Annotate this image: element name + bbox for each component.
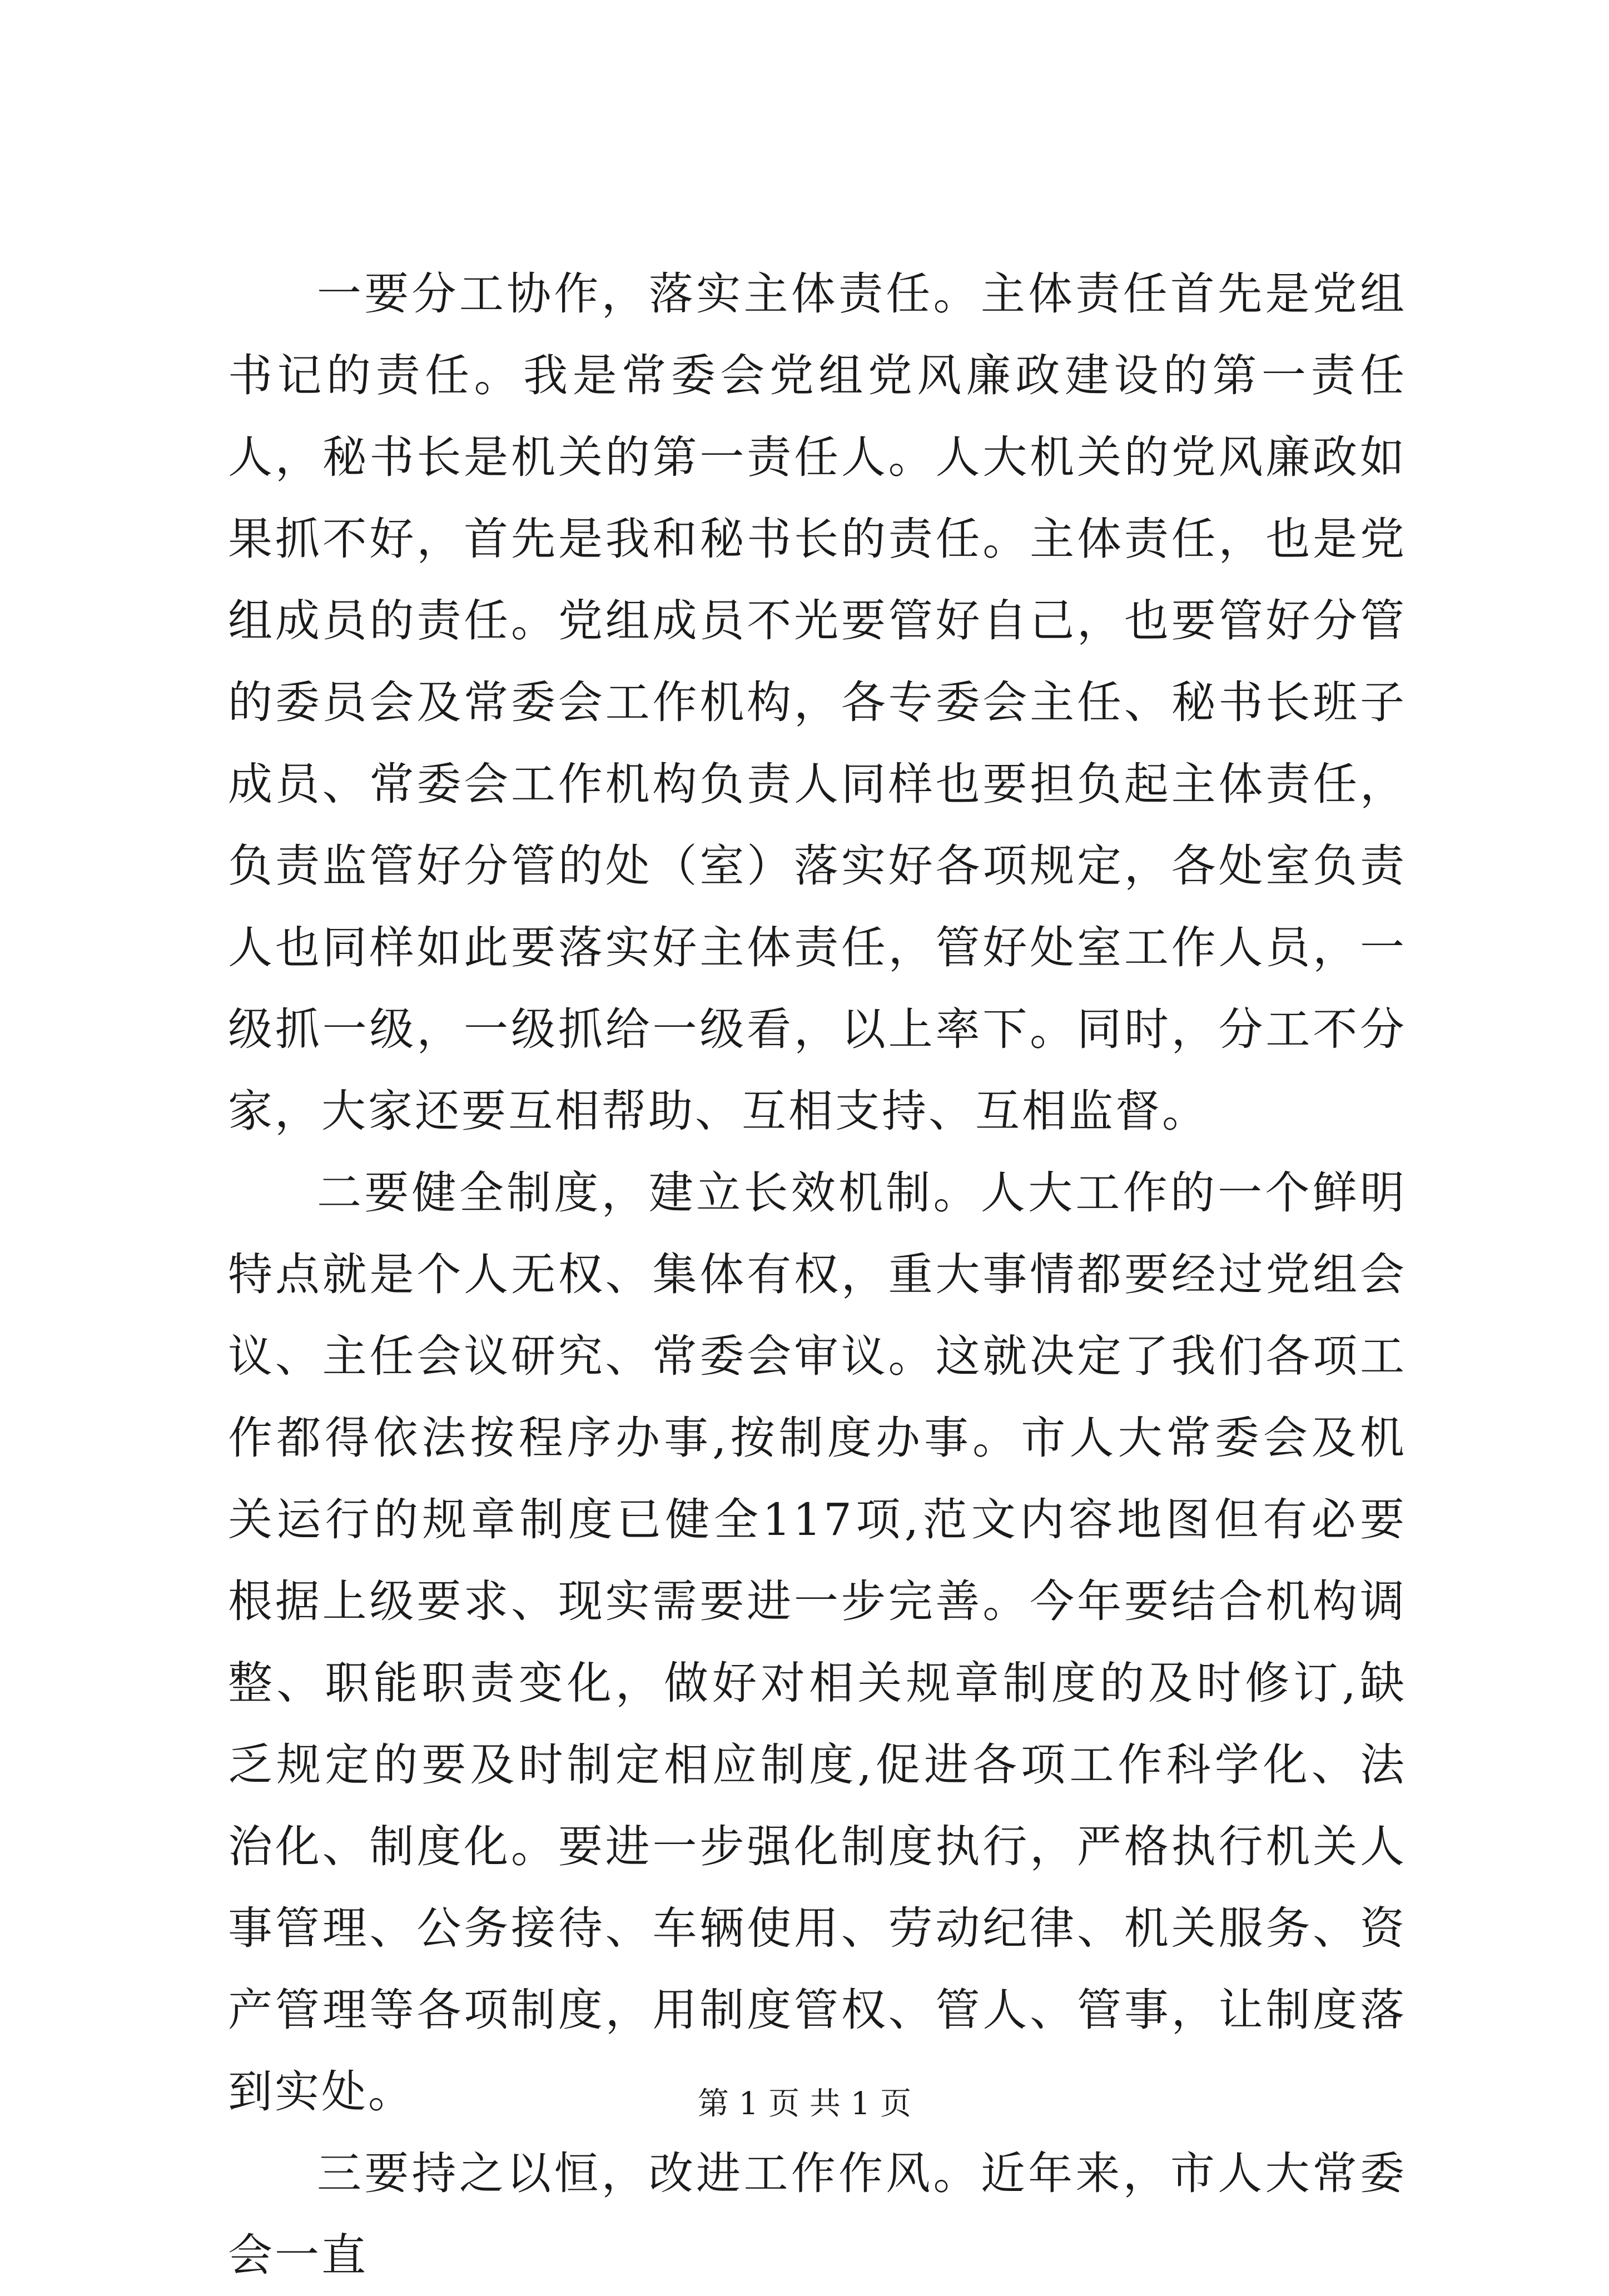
paragraph-institution: 二要健全制度，建立长效机制。人大工作的一个鲜明特点就是个人无权、集体有权，重大事情都要经过党组会议、主任会议研究、常委会审议。这就决定了我们各项工作都得依法按程序办事,按制度办事。市人大常委会及机关运行的规章制度已健全117项,范文内容地图但有必要根据上级要求、现实需要进一步完善。今年要结合机构调整、职能职责变化，做好对相关规章制度的及时修订,缺乏规定的要及时制定相应制度,促进各项工作科学化、法治化、制度化。要进一步强化制度执行，严格执行机关人事管理、公务接待、车辆使用、劳动纪律、机关服务、资产管理等各项制度，用制度管权、管人、管事，让制度落到实处。 bbox=[228, 1167, 1407, 2118]
paragraph-work-style: 三要持之以恒，改进工作作风。近年来，市人大常委会一直 bbox=[228, 2148, 1407, 2281]
paragraph-responsibility: 一要分工协作，落实主体责任。主体责任首先是党组书记的责任。我是常委会党组党风廉政建设的第一责任人，秘书长是机关的第一责任人。人大机关的党风廉政如果抓不好，首先是我和秘书长的责任。主体责任，也是党组成员的责任。党组成员不光要管好自己，也要管好分管的委员会及常委会工作机构，各专委会主任、秘书长班子成员、常委会工作机构负责人同样也要担负起主体责任，负责监管好分管的处（室）落实好各项规定，各处室负责人也同样如此要落实好主体责任，管好处室工作人员，一级抓一级，一级抓给一级看，以上率下。同时，分工不分家，大家还要互相帮助、互相支持、互相监督。 bbox=[228, 268, 1407, 1137]
document-body bbox=[228, 253, 1407, 2296]
page-footer: 第 1 页 共 1 页 bbox=[697, 2086, 912, 2122]
